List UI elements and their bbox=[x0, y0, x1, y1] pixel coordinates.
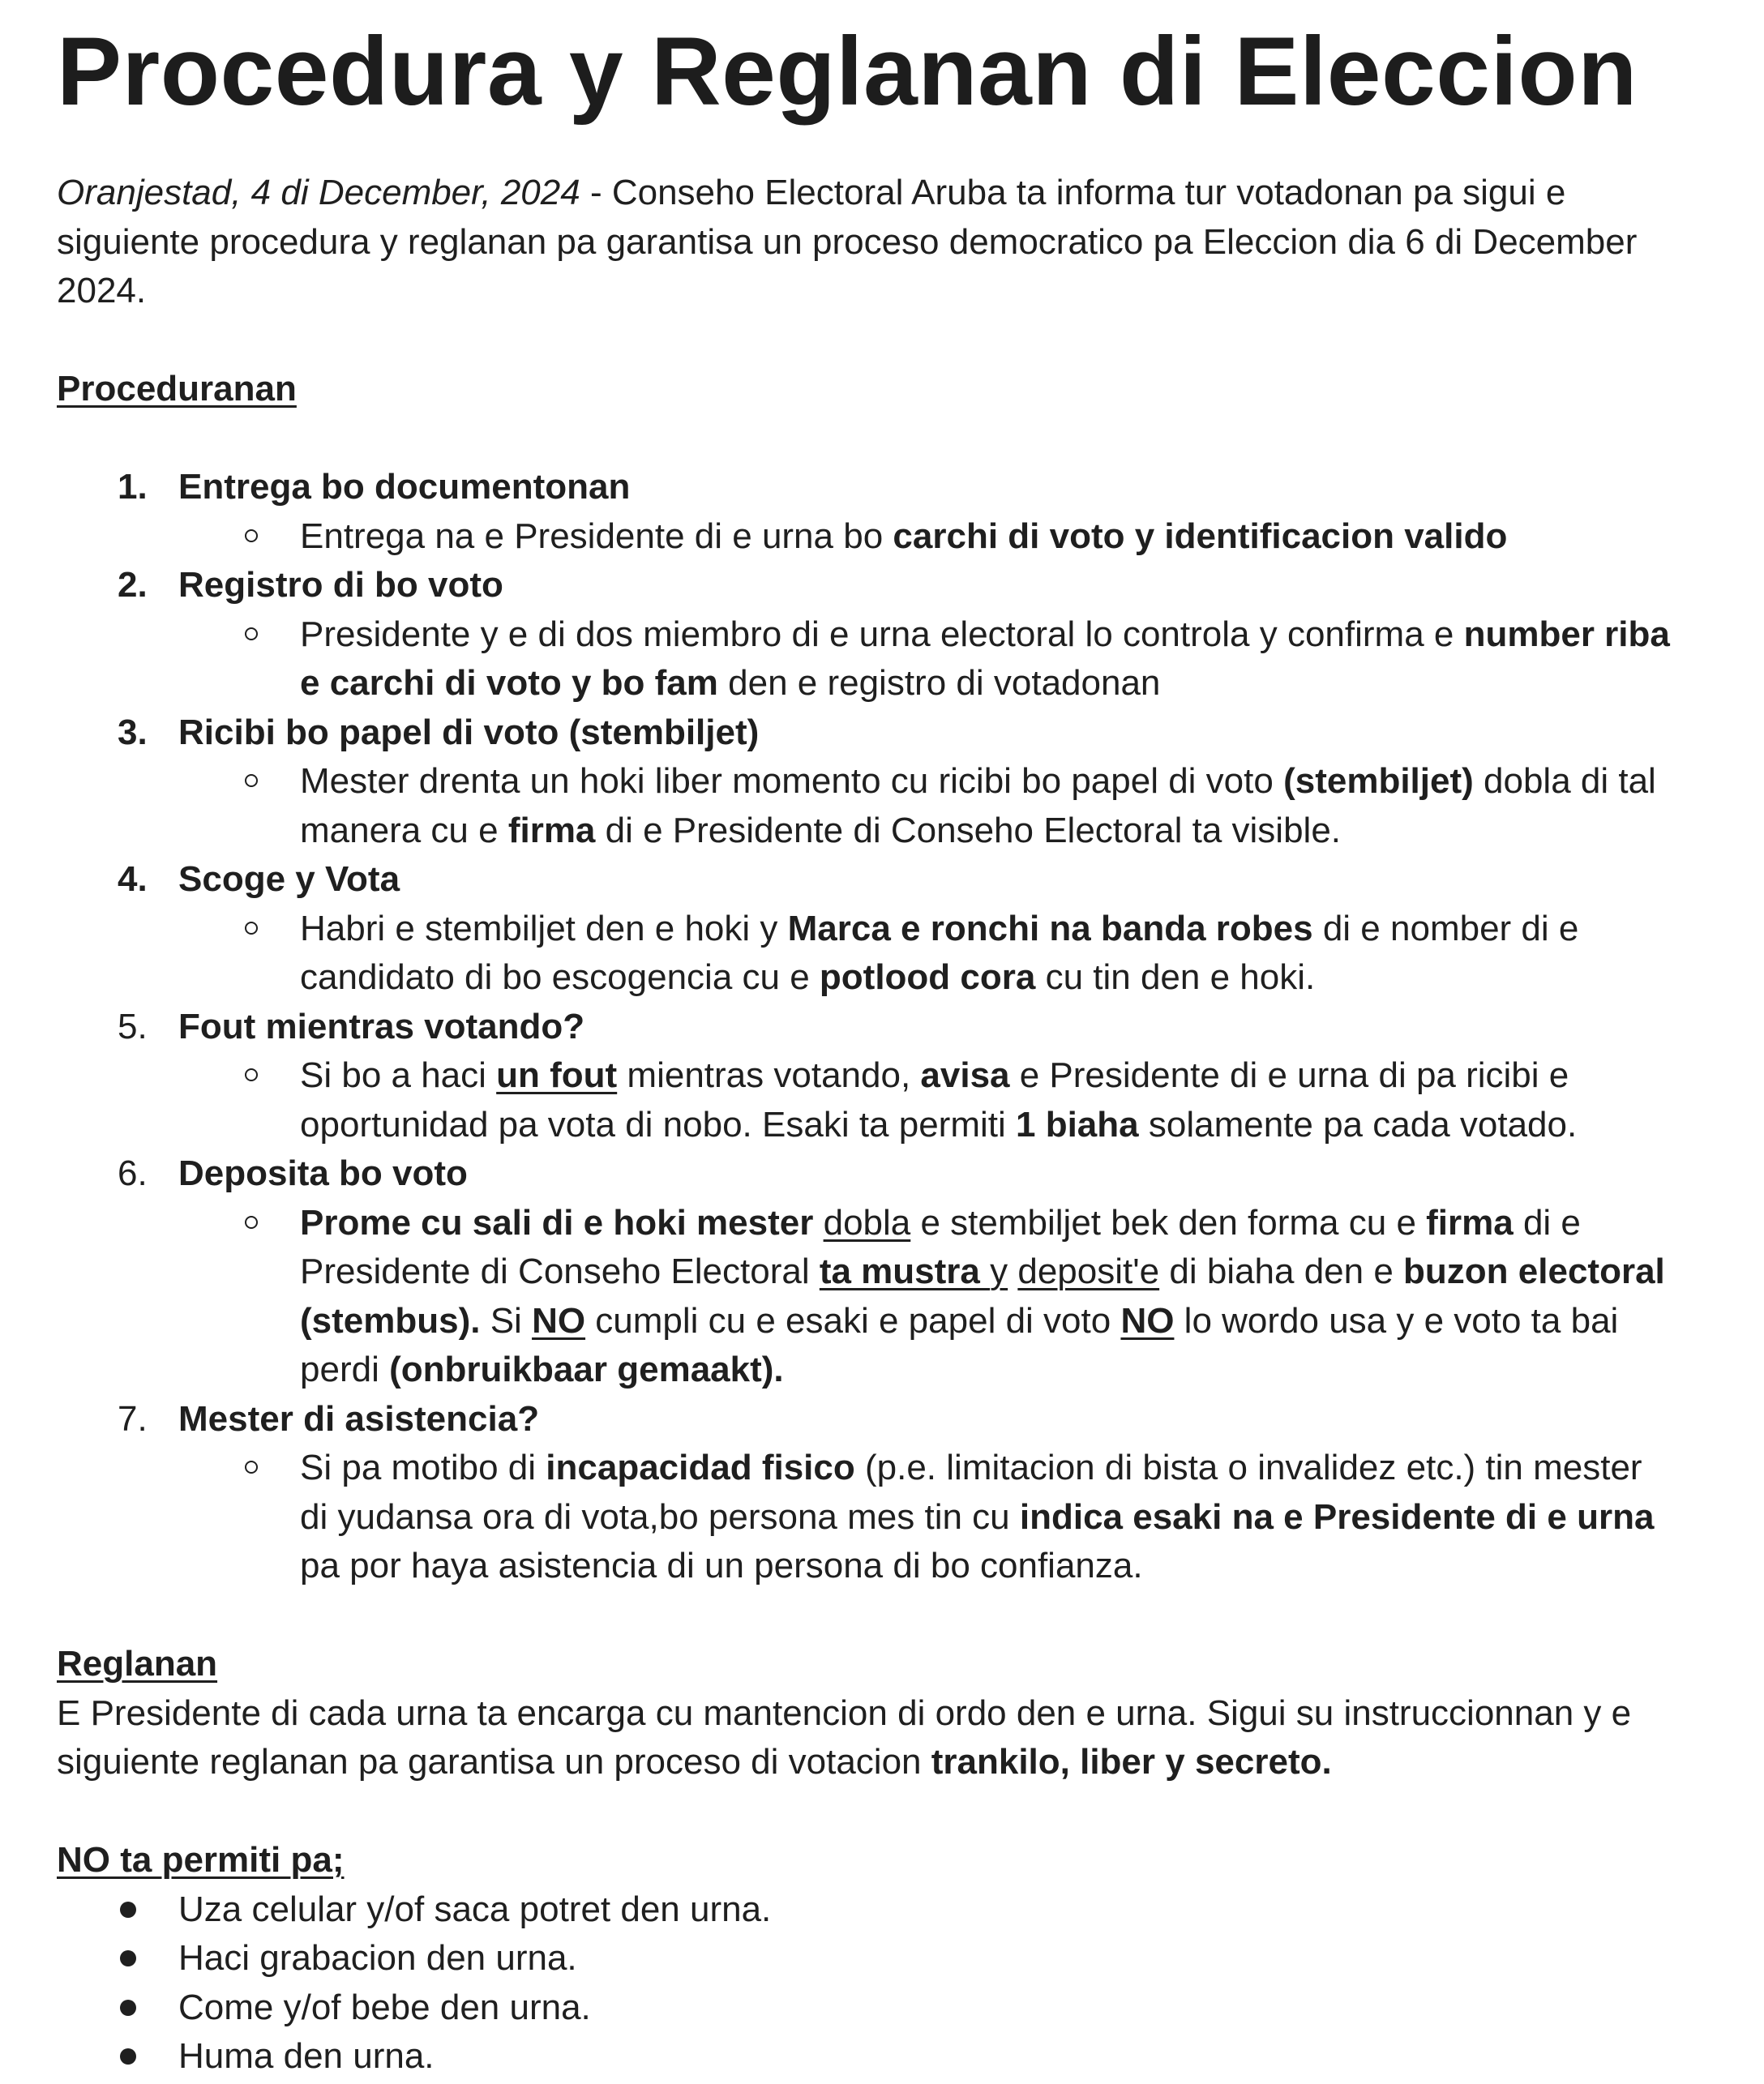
not-allowed-item bbox=[57, 1934, 1662, 1983]
step-detail bbox=[178, 1199, 1678, 1395]
step-title: Ricibi bo papel di voto (stembiljet) bbox=[178, 712, 760, 752]
procedures-section bbox=[57, 316, 1764, 1591]
step-title: Scoge y Vota bbox=[178, 859, 400, 899]
text-run: di e Presidente di Conseho Electoral ta visible. bbox=[595, 810, 1342, 850]
procedure-step bbox=[57, 708, 1764, 856]
text-run: potlood cora bbox=[819, 957, 1036, 997]
step-detail bbox=[178, 905, 1678, 1003]
step-detail-list bbox=[178, 1051, 1764, 1149]
not-allowed-item bbox=[57, 1983, 1662, 2033]
text-run: deposit'e bbox=[1017, 1252, 1160, 1291]
step-detail-list bbox=[178, 512, 1764, 562]
intro-text: - Conseho Electoral Aruba ta informa tur votadonan pa sigui e siguiente procedura y reglanan pa garantisa un proceso democratico pa Eleccion dia 6 di December 2024. bbox=[57, 173, 1638, 310]
not-allowed-text: Come y/of bebe den urna. bbox=[178, 1987, 591, 2027]
text-run: (stembiljet) bbox=[1283, 761, 1474, 801]
text-run: E Presidente di cada urna ta encarga cu mantencion di ordo den e urna. Sigui su instruccionnan y e siguiente reglanan pa garantisa un proceso di votacion bbox=[57, 1692, 1632, 1782]
text-run bbox=[1008, 1252, 1017, 1291]
not-allowed-item bbox=[57, 2032, 1662, 2082]
text-run: Entrega na e Presidente di e urna bo bbox=[300, 516, 893, 556]
step-number: 4. bbox=[118, 859, 148, 899]
text-run: y bbox=[990, 1252, 1008, 1291]
hollow-bullet-icon bbox=[245, 1461, 258, 1474]
step-detail bbox=[178, 610, 1678, 708]
text-run: (p.e. limitacion di bista o invalidez etc.) tin mester di yudansa ora di vota,bo persona mes tin cu bbox=[300, 1448, 1642, 1537]
text-run: trankilo, liber y secreto. bbox=[931, 1742, 1332, 1782]
procedure-step bbox=[57, 855, 1764, 1003]
text-run: di e nomber di e candidato di bo escogencia cu e bbox=[300, 908, 1579, 997]
bullet-icon bbox=[120, 2000, 136, 2016]
procedure-step bbox=[57, 1149, 1764, 1395]
step-title: Fout mientras votando? bbox=[178, 1006, 585, 1046]
text-run: (onbruikbaar gemaakt). bbox=[389, 1350, 784, 1389]
step-detail-list bbox=[178, 1444, 1764, 1591]
step-detail bbox=[178, 512, 1678, 562]
step-number: 1. bbox=[118, 467, 148, 507]
rules-section bbox=[57, 1591, 1662, 2082]
text-run: cumpli cu e esaki e papel di voto bbox=[585, 1300, 1121, 1341]
not-allowed-item bbox=[57, 1885, 1662, 1935]
text-run: Si bo a haci bbox=[300, 1055, 497, 1095]
step-title: Mester di asistencia? bbox=[178, 1398, 540, 1439]
intro-place-date: Oranjestad, 4 di December, 2024 bbox=[57, 173, 580, 212]
step-detail-list bbox=[178, 1199, 1764, 1395]
intro-paragraph bbox=[57, 169, 1646, 316]
text-run: Habri e stembiljet den e hoki y bbox=[300, 908, 788, 948]
not-allowed-text: Uza celular y/of saca potret den urna. bbox=[178, 1889, 772, 1929]
hollow-bullet-icon bbox=[245, 529, 258, 542]
step-detail-list bbox=[178, 757, 1764, 855]
text-run: 1 biaha bbox=[1016, 1104, 1139, 1145]
step-detail-list bbox=[178, 610, 1764, 708]
text-run: e Presidente di e urna di pa ricibi e oportunidad pa vota di nobo. Esaki ta permiti bbox=[300, 1055, 1569, 1145]
text-run: pa por haya asistencia di un persona di bo confianza. bbox=[300, 1546, 1143, 1585]
bullet-icon bbox=[120, 1950, 136, 1966]
step-title: Deposita bo voto bbox=[178, 1153, 468, 1193]
not-allowed-list bbox=[57, 1885, 1662, 2082]
text-run: indica esaki na e Presidente di e urna bbox=[1019, 1496, 1655, 1537]
text-run: Prome cu sali di e hoki mester bbox=[300, 1202, 824, 1243]
procedure-step bbox=[57, 561, 1764, 708]
text-run: di e Presidente di Conseho Electoral bbox=[300, 1202, 1581, 1291]
text-run: lo wordo usa y e voto ta bai perdi bbox=[300, 1300, 1619, 1389]
text-run: Si bbox=[480, 1300, 533, 1341]
procedure-step bbox=[57, 1003, 1764, 1150]
step-number: 2. bbox=[118, 565, 148, 605]
procedure-step bbox=[57, 463, 1764, 561]
text-run: dobla di tal manera cu e bbox=[300, 761, 1656, 850]
not-allowed-text: Haci grabacion den urna. bbox=[178, 1938, 577, 1978]
text-run: Presidente y e di dos miembro di e urna electoral lo controla y confirma e bbox=[300, 614, 1464, 654]
step-number: 6. bbox=[118, 1153, 148, 1193]
page-title: Procedura y Reglanan di Eleccion bbox=[57, 17, 1638, 126]
procedures-heading: Proceduranan bbox=[57, 369, 297, 409]
hollow-bullet-icon bbox=[245, 1216, 258, 1229]
rules-paragraph bbox=[57, 1689, 1662, 1787]
not-allowed-heading: NO ta permiti pa; bbox=[57, 1840, 345, 1880]
text-run: firma bbox=[507, 810, 596, 850]
text-run: incapacidad fisico bbox=[546, 1448, 855, 1487]
text-run: cu tin den e hoki. bbox=[1035, 957, 1316, 997]
step-title: Entrega bo documentonan bbox=[178, 467, 631, 507]
text-run: number riba e carchi di voto y bo fam bbox=[300, 614, 1670, 703]
text-run: e stembiljet bek den forma cu e bbox=[910, 1202, 1427, 1243]
procedure-step bbox=[57, 1395, 1764, 1591]
text-run: di biaha den e bbox=[1159, 1252, 1404, 1291]
text-run: solamente pa cada votado. bbox=[1138, 1104, 1578, 1145]
step-detail bbox=[178, 1444, 1678, 1591]
procedure-steps-list bbox=[57, 463, 1764, 1591]
text-run: firma bbox=[1426, 1202, 1514, 1243]
text-run: NO bbox=[1120, 1300, 1175, 1341]
text-run: den e registro di votadonan bbox=[717, 663, 1161, 703]
text-run: dobla bbox=[823, 1202, 911, 1243]
step-number: 3. bbox=[118, 712, 148, 752]
text-run: Si pa motibo di bbox=[300, 1448, 546, 1487]
step-number: 5. bbox=[118, 1006, 148, 1046]
step-detail bbox=[178, 757, 1678, 855]
text-run: Mester drenta un hoki liber momento cu ricibi bo papel di voto bbox=[300, 761, 1284, 801]
text-run: Marca e ronchi na banda robes bbox=[787, 908, 1313, 948]
bullet-icon bbox=[120, 1902, 136, 1918]
text-run: carchi di voto y identificacion valido bbox=[893, 516, 1508, 556]
text-run: ta mustra bbox=[819, 1252, 991, 1291]
text-run: NO bbox=[532, 1300, 586, 1341]
rules-heading: Reglanan bbox=[57, 1644, 218, 1684]
text-run: buzon electoral (stembus). bbox=[300, 1252, 1665, 1341]
step-title: Registro di bo voto bbox=[178, 565, 503, 605]
hollow-bullet-icon bbox=[245, 774, 258, 787]
hollow-bullet-icon bbox=[245, 922, 258, 935]
step-number: 7. bbox=[118, 1398, 148, 1439]
hollow-bullet-icon bbox=[245, 1068, 258, 1081]
hollow-bullet-icon bbox=[245, 627, 258, 640]
text-run: mientras votando, bbox=[617, 1055, 921, 1095]
not-allowed-text: Huma den urna. bbox=[178, 2036, 435, 2076]
text-run: avisa bbox=[920, 1055, 1010, 1095]
step-detail bbox=[178, 1051, 1678, 1149]
bullet-icon bbox=[120, 2048, 136, 2065]
text-run: un fout bbox=[496, 1055, 618, 1095]
step-detail-list bbox=[178, 905, 1764, 1003]
